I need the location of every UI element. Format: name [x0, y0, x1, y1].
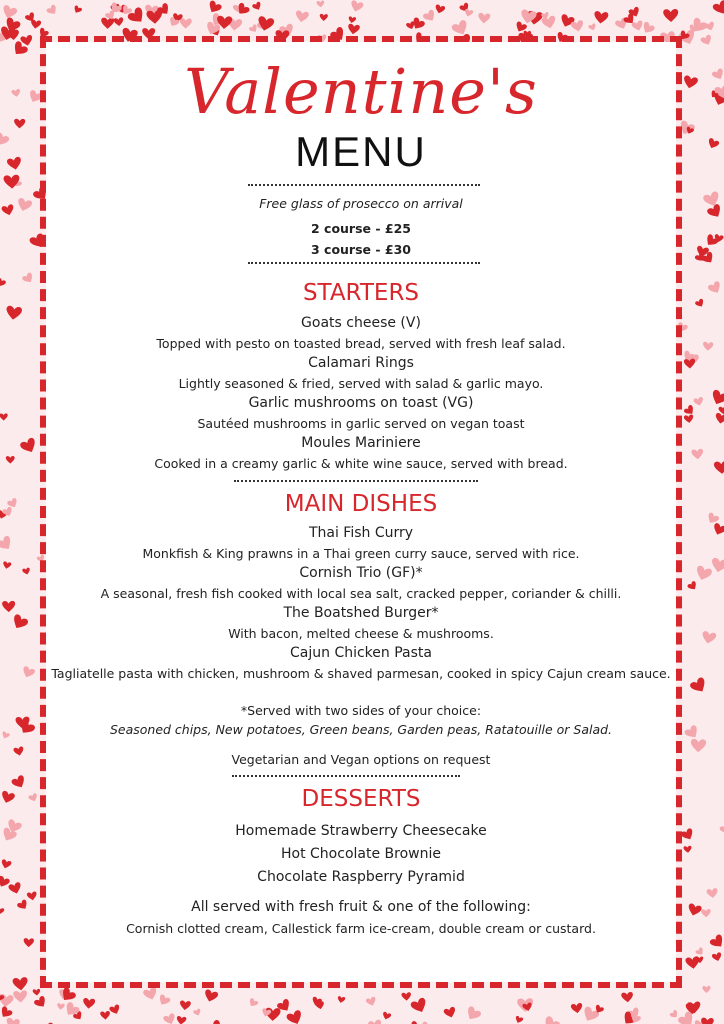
heart-icon — [677, 120, 696, 138]
heart-icon — [29, 232, 48, 250]
heart-icon — [706, 137, 719, 150]
starter-desc: Sautéed mushrooms in garlic served on vegan toast — [197, 416, 525, 431]
heart-icon — [13, 990, 28, 1003]
heart-icon — [588, 23, 597, 32]
heart-icon — [5, 1017, 20, 1024]
heart-icon — [683, 404, 696, 417]
heart-icon — [11, 89, 21, 98]
heart-icon — [702, 986, 710, 993]
heart-icon — [382, 1011, 392, 1020]
heart-icon — [701, 1017, 714, 1024]
heart-icon — [710, 557, 724, 573]
heart-icon — [410, 997, 429, 1015]
heart-icon — [663, 9, 678, 22]
dessert-name: Hot Chocolate Brownie — [281, 846, 441, 862]
heart-icon — [714, 413, 724, 425]
heart-icon — [365, 996, 377, 1007]
heart-icon — [711, 522, 724, 537]
heart-icon — [176, 1016, 187, 1024]
heart-icon — [252, 1, 263, 12]
price-three-course: 3 course - £30 — [310, 242, 411, 257]
heart-icon — [163, 1013, 177, 1024]
heart-icon — [36, 554, 46, 563]
heart-icon — [709, 933, 724, 950]
dessert-name: Homemade Strawberry Cheesecake — [235, 823, 487, 839]
heart-icon — [714, 461, 724, 475]
heart-icon — [33, 989, 41, 996]
heart-icon — [57, 1003, 65, 1010]
dessert-name: Chocolate Raspberry Pyramid — [257, 869, 465, 885]
heart-icon — [143, 987, 159, 1002]
heart-icon — [180, 18, 192, 29]
heart-icon — [3, 175, 20, 190]
divider — [248, 184, 480, 186]
starter-name: Garlic mushrooms on toast (VG) — [248, 395, 474, 411]
divider — [234, 480, 478, 482]
heart-icon — [368, 1019, 383, 1024]
heart-icon — [593, 11, 608, 25]
heart-icon — [712, 0, 724, 17]
heart-icon — [0, 907, 5, 915]
starter-name: Moules Mariniere — [301, 435, 421, 451]
heart-icon — [478, 13, 491, 24]
page-title: MENU — [295, 128, 427, 175]
sides-note: *Served with two sides of your choice: — [240, 703, 482, 718]
heart-icon — [320, 14, 328, 21]
heart-icon — [2, 601, 15, 612]
heart-icon — [100, 1011, 110, 1020]
heart-icon — [669, 1009, 680, 1019]
heart-icon — [19, 437, 38, 456]
heart-icon — [709, 389, 724, 407]
heart-icon — [142, 28, 155, 39]
heart-icon — [28, 793, 39, 803]
heart-icon — [13, 746, 24, 756]
heart-icon — [701, 909, 711, 918]
heart-icon — [691, 449, 703, 460]
title-script: Valentine's — [184, 55, 538, 128]
veg-note: Vegetarian and Vegan options on request — [231, 752, 491, 767]
main-desc: With bacon, melted cheese & mushrooms. — [228, 626, 494, 641]
divider — [232, 775, 460, 777]
heart-icon — [701, 631, 717, 645]
heart-icon — [682, 75, 698, 90]
price-two-course: 2 course - £25 — [310, 221, 411, 236]
heart-icon — [16, 197, 33, 213]
heart-icon — [464, 1005, 482, 1023]
heart-icon — [687, 903, 703, 917]
heart-icon — [683, 846, 692, 854]
menu-content — [46, 42, 676, 982]
heart-icon — [157, 994, 171, 1008]
heart-icon — [6, 156, 22, 171]
heart-icon — [706, 203, 724, 220]
heart-icon — [16, 899, 29, 912]
heart-icon — [10, 613, 29, 631]
main-desc: A seasonal, fresh fish cooked with local sea salt, cracked pepper, coriander & chilli. — [100, 586, 622, 601]
main-name: Cornish Trio (GF)* — [299, 565, 423, 581]
main-desc: Monkfish & King prawns in a Thai green curry sauce, served with rice. — [142, 546, 580, 561]
heart-icon — [695, 947, 705, 957]
heart-icon — [23, 938, 34, 947]
heart-icon — [707, 280, 723, 295]
heart-icon — [706, 888, 718, 899]
heart-icon — [33, 995, 48, 1010]
heart-icon — [337, 996, 346, 1004]
heart-icon — [348, 16, 356, 24]
starter-desc: Cooked in a creamy garlic & white wine sauce, served with bread. — [154, 456, 568, 471]
heart-icon — [295, 10, 309, 23]
heart-icon — [712, 952, 723, 962]
starter-desc: Topped with pesto on toasted bread, served with fresh leaf salad. — [156, 336, 566, 351]
intro-text: Free glass of prosecco on arrival — [259, 196, 463, 211]
heart-icon — [21, 272, 35, 285]
heart-icon — [72, 5, 82, 15]
heart-icon — [347, 23, 360, 35]
desserts-served-with: All served with fresh fruit & one of the following: — [191, 899, 531, 915]
heart-icon — [1, 204, 15, 217]
heart-icon — [21, 666, 36, 680]
heart-icon — [422, 9, 437, 24]
heart-icon — [678, 29, 697, 47]
heart-icon — [693, 397, 704, 407]
starter-name: Calamari Rings — [308, 355, 414, 371]
sides-list: Seasoned chips, New potatoes, Green beans, Garden peas, Ratatouille or Salad. — [109, 722, 613, 737]
heart-icon — [703, 342, 714, 352]
heart-icon — [247, 997, 258, 1008]
heart-icon — [1, 731, 10, 740]
heart-icon — [0, 413, 8, 420]
heart-icon — [541, 1015, 562, 1024]
heart-icon — [571, 1003, 584, 1014]
heart-icon — [684, 724, 701, 741]
heart-icon — [0, 790, 16, 805]
heart-icon — [401, 992, 411, 1001]
heart-icon — [113, 17, 124, 26]
starter-desc: Lightly seasoned & fried, served with salad & garlic mayo. — [178, 376, 544, 391]
heart-icon — [684, 414, 694, 423]
heart-icon — [193, 1008, 202, 1017]
heart-icon — [0, 1005, 13, 1020]
heart-icon — [711, 68, 724, 82]
heart-icon — [316, 0, 324, 7]
heart-icon — [434, 4, 445, 14]
main-name: Thai Fish Curry — [308, 525, 414, 541]
main-desc: Tagliatelle pasta with chicken, mushroom & shaved parmesan, cooked in spicy Cajun cream sauce. — [51, 666, 671, 681]
heart-icon — [109, 1004, 121, 1016]
heart-icon — [687, 580, 699, 591]
heart-icon — [621, 992, 634, 1003]
heart-icon — [680, 827, 695, 842]
heart-icon — [514, 1015, 523, 1024]
starter-name: Goats cheese (V) — [301, 315, 421, 331]
heart-icon — [14, 119, 25, 129]
heart-icon — [6, 456, 15, 464]
heart-icon — [206, 0, 222, 15]
section-heading-mains: MAIN DISHES — [284, 491, 438, 517]
divider — [248, 262, 480, 264]
heart-icon — [179, 1000, 191, 1010]
main-name: The Boatshed Burger* — [283, 605, 439, 621]
heart-icon — [0, 132, 10, 148]
heart-icon — [11, 774, 28, 790]
heart-icon — [22, 567, 31, 575]
heart-icon — [0, 859, 12, 870]
desserts-options: Cornish clotted cream, Callestick farm ice-cream, double cream or custard. — [126, 921, 596, 936]
heart-icon — [8, 882, 23, 896]
heart-icon — [640, 21, 655, 36]
heart-icon — [695, 298, 706, 309]
heart-icon — [27, 891, 38, 901]
heart-icon — [694, 565, 713, 582]
heart-icon — [46, 4, 59, 17]
heart-icon — [631, 20, 644, 32]
heart-icon — [82, 998, 95, 1009]
heart-icon — [203, 989, 219, 1004]
heart-icon — [0, 277, 6, 288]
section-heading-starters: STARTERS — [302, 280, 420, 306]
heart-icon — [20, 35, 33, 47]
heart-icon — [443, 1006, 457, 1019]
section-heading-desserts: DESSERTS — [301, 786, 421, 812]
heart-icon — [5, 305, 22, 320]
heart-icon — [719, 823, 724, 836]
main-name: Cajun Chicken Pasta — [290, 645, 432, 661]
heart-icon — [27, 89, 43, 104]
heart-icon — [349, 0, 364, 13]
heart-icon — [690, 739, 706, 753]
heart-icon — [12, 977, 28, 991]
heart-icon — [101, 18, 114, 29]
heart-icon — [286, 1009, 305, 1024]
heart-icon — [2, 561, 11, 569]
heart-icon — [408, 1020, 423, 1024]
heart-icon — [700, 34, 714, 47]
heart-icon — [0, 535, 15, 553]
heart-icon — [689, 676, 709, 695]
heart-icon — [206, 1019, 224, 1024]
heart-icon — [676, 322, 689, 334]
